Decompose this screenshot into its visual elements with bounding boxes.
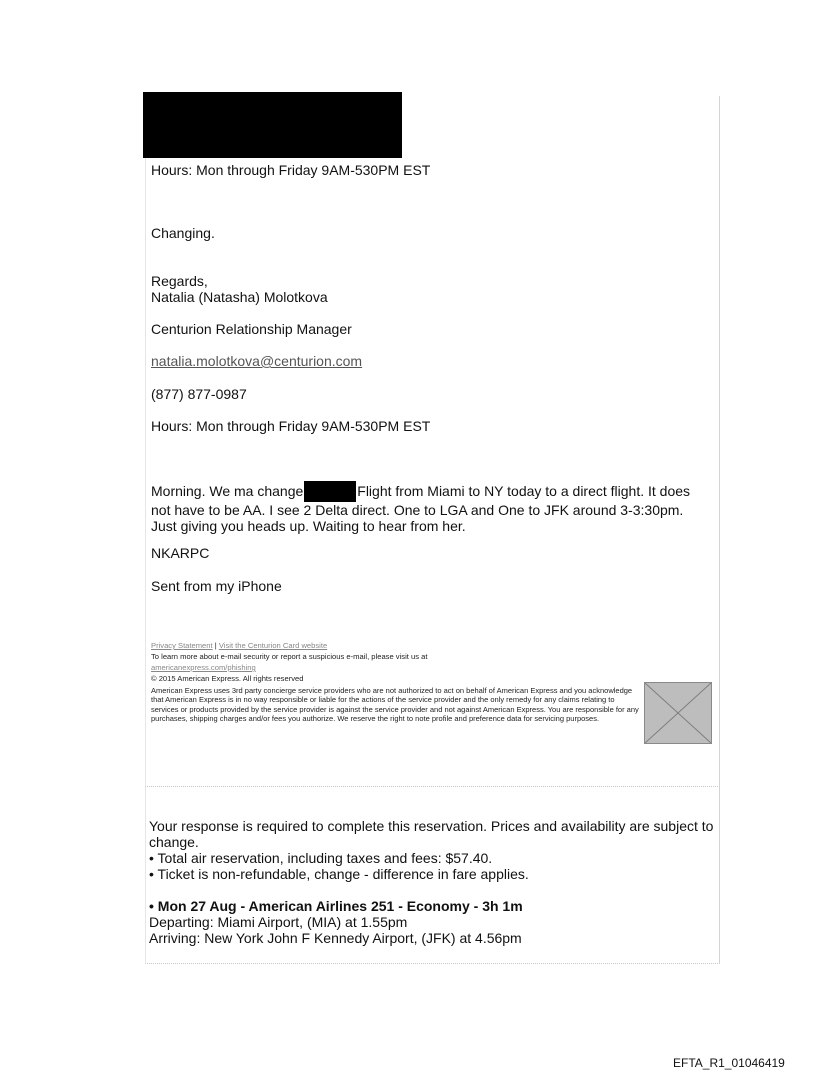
redaction-inline xyxy=(304,481,356,502)
phishing-link[interactable]: americanexpress.com/phishing xyxy=(151,663,256,672)
signature-email-link[interactable]: natalia.molotkova@centurion.com xyxy=(151,353,363,369)
footer-links xyxy=(151,641,327,650)
footer-link-separator: | xyxy=(214,641,217,650)
signature-phone: (877) 877-0987 xyxy=(151,386,247,402)
privacy-statement-link[interactable]: Privacy Statement xyxy=(151,641,213,650)
reservation-ticket-bullet: • Ticket is non-refundable, change - difference in fare applies. xyxy=(149,866,529,882)
reply-text: Changing. xyxy=(151,225,215,241)
signature-regards: Regards, xyxy=(151,273,208,289)
message-sent-from: Sent from my iPhone xyxy=(151,578,282,594)
message-body xyxy=(151,481,696,534)
footer-phishing-wrap xyxy=(151,663,256,672)
signature-hours: Hours: Mon through Friday 9AM-530PM EST xyxy=(151,418,431,434)
message-text-part1: Morning. We ma change xyxy=(151,483,304,499)
document-id: EFTA_R1_01046419 xyxy=(673,1056,785,1070)
flight-heading: • Mon 27 Aug - American Airlines 251 - Economy - 3h 1m xyxy=(149,898,523,914)
broken-image-placeholder xyxy=(644,682,712,744)
signature-title: Centurion Relationship Manager xyxy=(151,321,352,337)
reservation-notice: Your response is required to complete this reservation. Prices and availability are subject to change. xyxy=(149,818,714,850)
reservation-total-bullet: • Total air reservation, including taxes and fees: $57.40. xyxy=(149,850,493,866)
header-hours: Hours: Mon through Friday 9AM-530PM EST xyxy=(151,162,431,178)
centurion-website-link[interactable]: Visit the Centurion Card website xyxy=(218,641,328,650)
flight-arriving: Arriving: New York John F Kennedy Airport, (JFK) at 4.56pm xyxy=(149,930,522,946)
footer-copyright: © 2015 American Express. All rights reserved xyxy=(151,674,304,683)
image-placeholder-icon xyxy=(645,683,711,743)
message-sender-initials: NKARPC xyxy=(151,545,210,561)
footer-disclaimer: American Express uses 3rd party concierge service providers who are not authorized to act on behalf of American Express and you acknowledge that American Express is in no way responsible or liable for the actions of the service provider and the only remedy for any claims relating to services or products provided by the service provider is against the service provider and not against American Express. You are responsible for any purchases, shipping charges and/or fees you authorize. We reserve the right to note profile and preference data for servicing purposes. xyxy=(151,686,639,724)
flight-departing: Departing: Miami Airport, (MIA) at 1.55pm xyxy=(149,914,408,930)
redaction-block-header xyxy=(143,92,402,158)
signature-name: Natalia (Natasha) Molotkova xyxy=(151,289,328,305)
message-text-part2: Flight from Miami to NY today to a direct flight. It does not have to be AA. I see 2 Delta direct. One to LGA and One to JFK around 3-3:30pm. Just giving you heads up. Waiting to hear from her. xyxy=(151,483,691,534)
footer-security-text: To learn more about e-mail security or report a suspicious e-mail, please visit us at xyxy=(151,652,428,661)
